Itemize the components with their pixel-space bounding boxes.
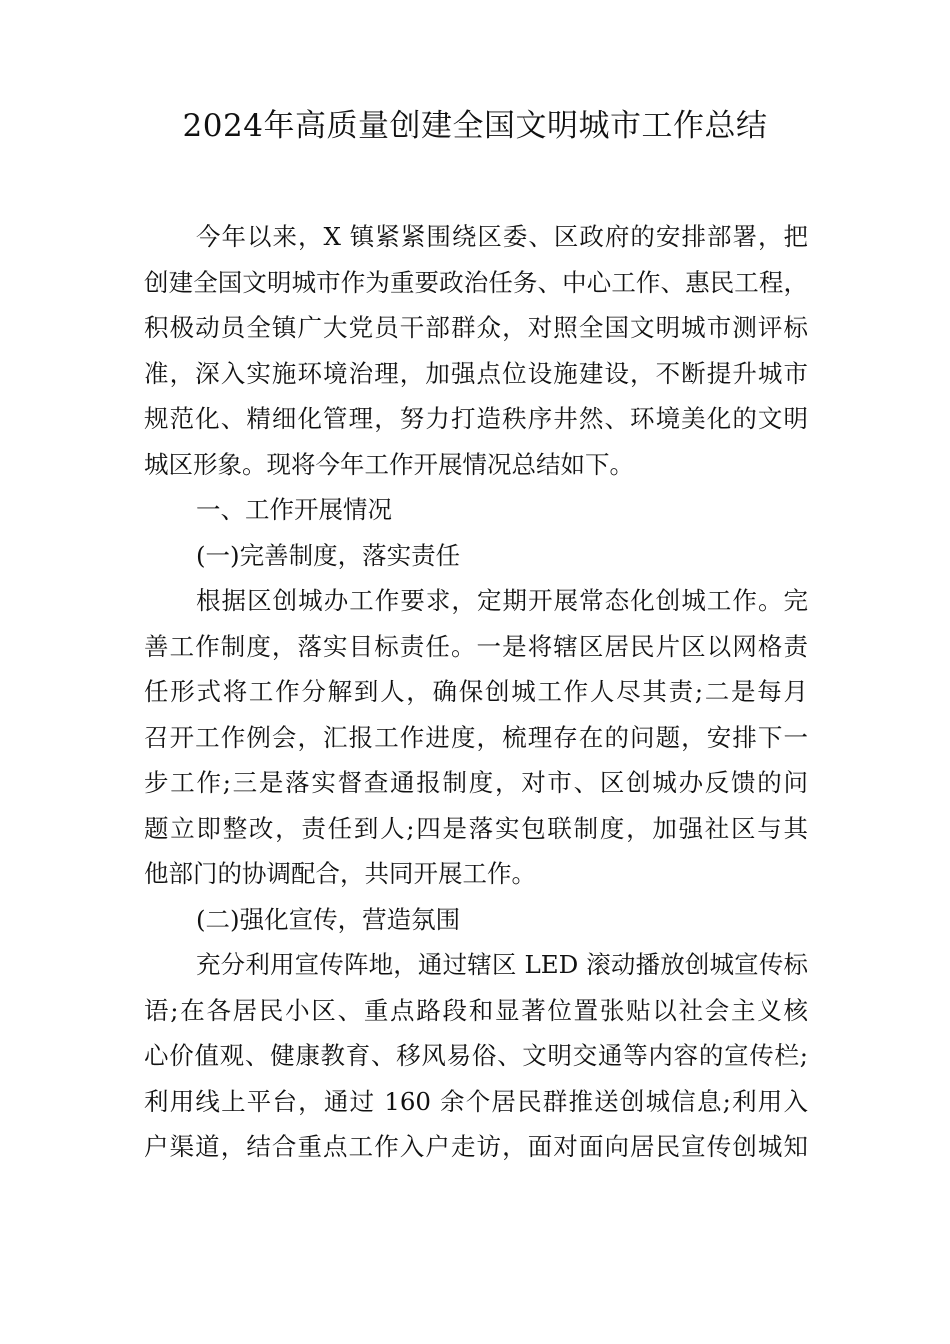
paragraph-line: 他部门的协调配合，共同开展工作。 xyxy=(144,859,536,888)
paragraph-line: 步工作;三是落实督查通报制度，对市、区创城办反馈的问 xyxy=(144,768,808,797)
subsection-heading: (二)强化宣传，营造氛围 xyxy=(196,904,461,934)
paragraph-line: 题立即整改，责任到人;四是落实包联制度，加强社区与其 xyxy=(144,813,808,843)
paragraph-line: 语;在各居民小区、重点路段和显著位置张贴以社会主义核 xyxy=(144,995,808,1025)
paragraph-line: 户渠道，结合重点工作入户走访，面对面向居民宣传创城知 xyxy=(144,1132,808,1161)
paragraph-line: 利用线上平台，通过 160 余个居民群推送创城信息;利用入 xyxy=(144,1086,808,1116)
paragraph-line: 根据区创城办工作要求，定期开展常态化创城工作。完 xyxy=(196,586,808,615)
paragraph-line: 任形式将工作分解到人，确保创城工作人尽其责;二是每月 xyxy=(144,677,808,706)
paragraph-line: 心价值观、健康教育、移风易俗、文明交通等内容的宣传栏; xyxy=(144,1041,808,1070)
paragraph-line: 充分利用宣传阵地，通过辖区 LED 滚动播放创城宣传标 xyxy=(196,950,808,979)
section-heading: 一、工作开展情况 xyxy=(196,495,392,524)
paragraph-line: 创建全国文明城市作为重要政治任务、中心工作、惠民工程， xyxy=(144,267,808,297)
document-body xyxy=(144,214,808,1170)
paragraph-line: 召开工作例会，汇报工作进度，梳理存在的问题，安排下一 xyxy=(144,722,808,752)
document-title: 2024年高质量创建全国文明城市工作总结 xyxy=(182,108,768,144)
subsection-heading: (一)完善制度，落实责任 xyxy=(196,540,461,570)
paragraph-line: 积极动员全镇广大党员干部群众，对照全国文明城市测评标 xyxy=(144,313,808,342)
paragraph-line: 今年以来，X 镇紧紧围绕区委、区政府的安排部署，把 xyxy=(196,222,808,251)
paragraph-line: 城区形象。现将今年工作开展情况总结如下。 xyxy=(144,449,634,479)
paragraph-line: 善工作制度，落实目标责任。一是将辖区居民片区以网格责 xyxy=(144,631,808,661)
paragraph-line: 规范化、精细化管理，努力打造秩序井然、环境美化的文明 xyxy=(144,404,808,433)
paragraph-line: 准，深入实施环境治理，加强点位设施建设，不断提升城市 xyxy=(144,358,808,388)
